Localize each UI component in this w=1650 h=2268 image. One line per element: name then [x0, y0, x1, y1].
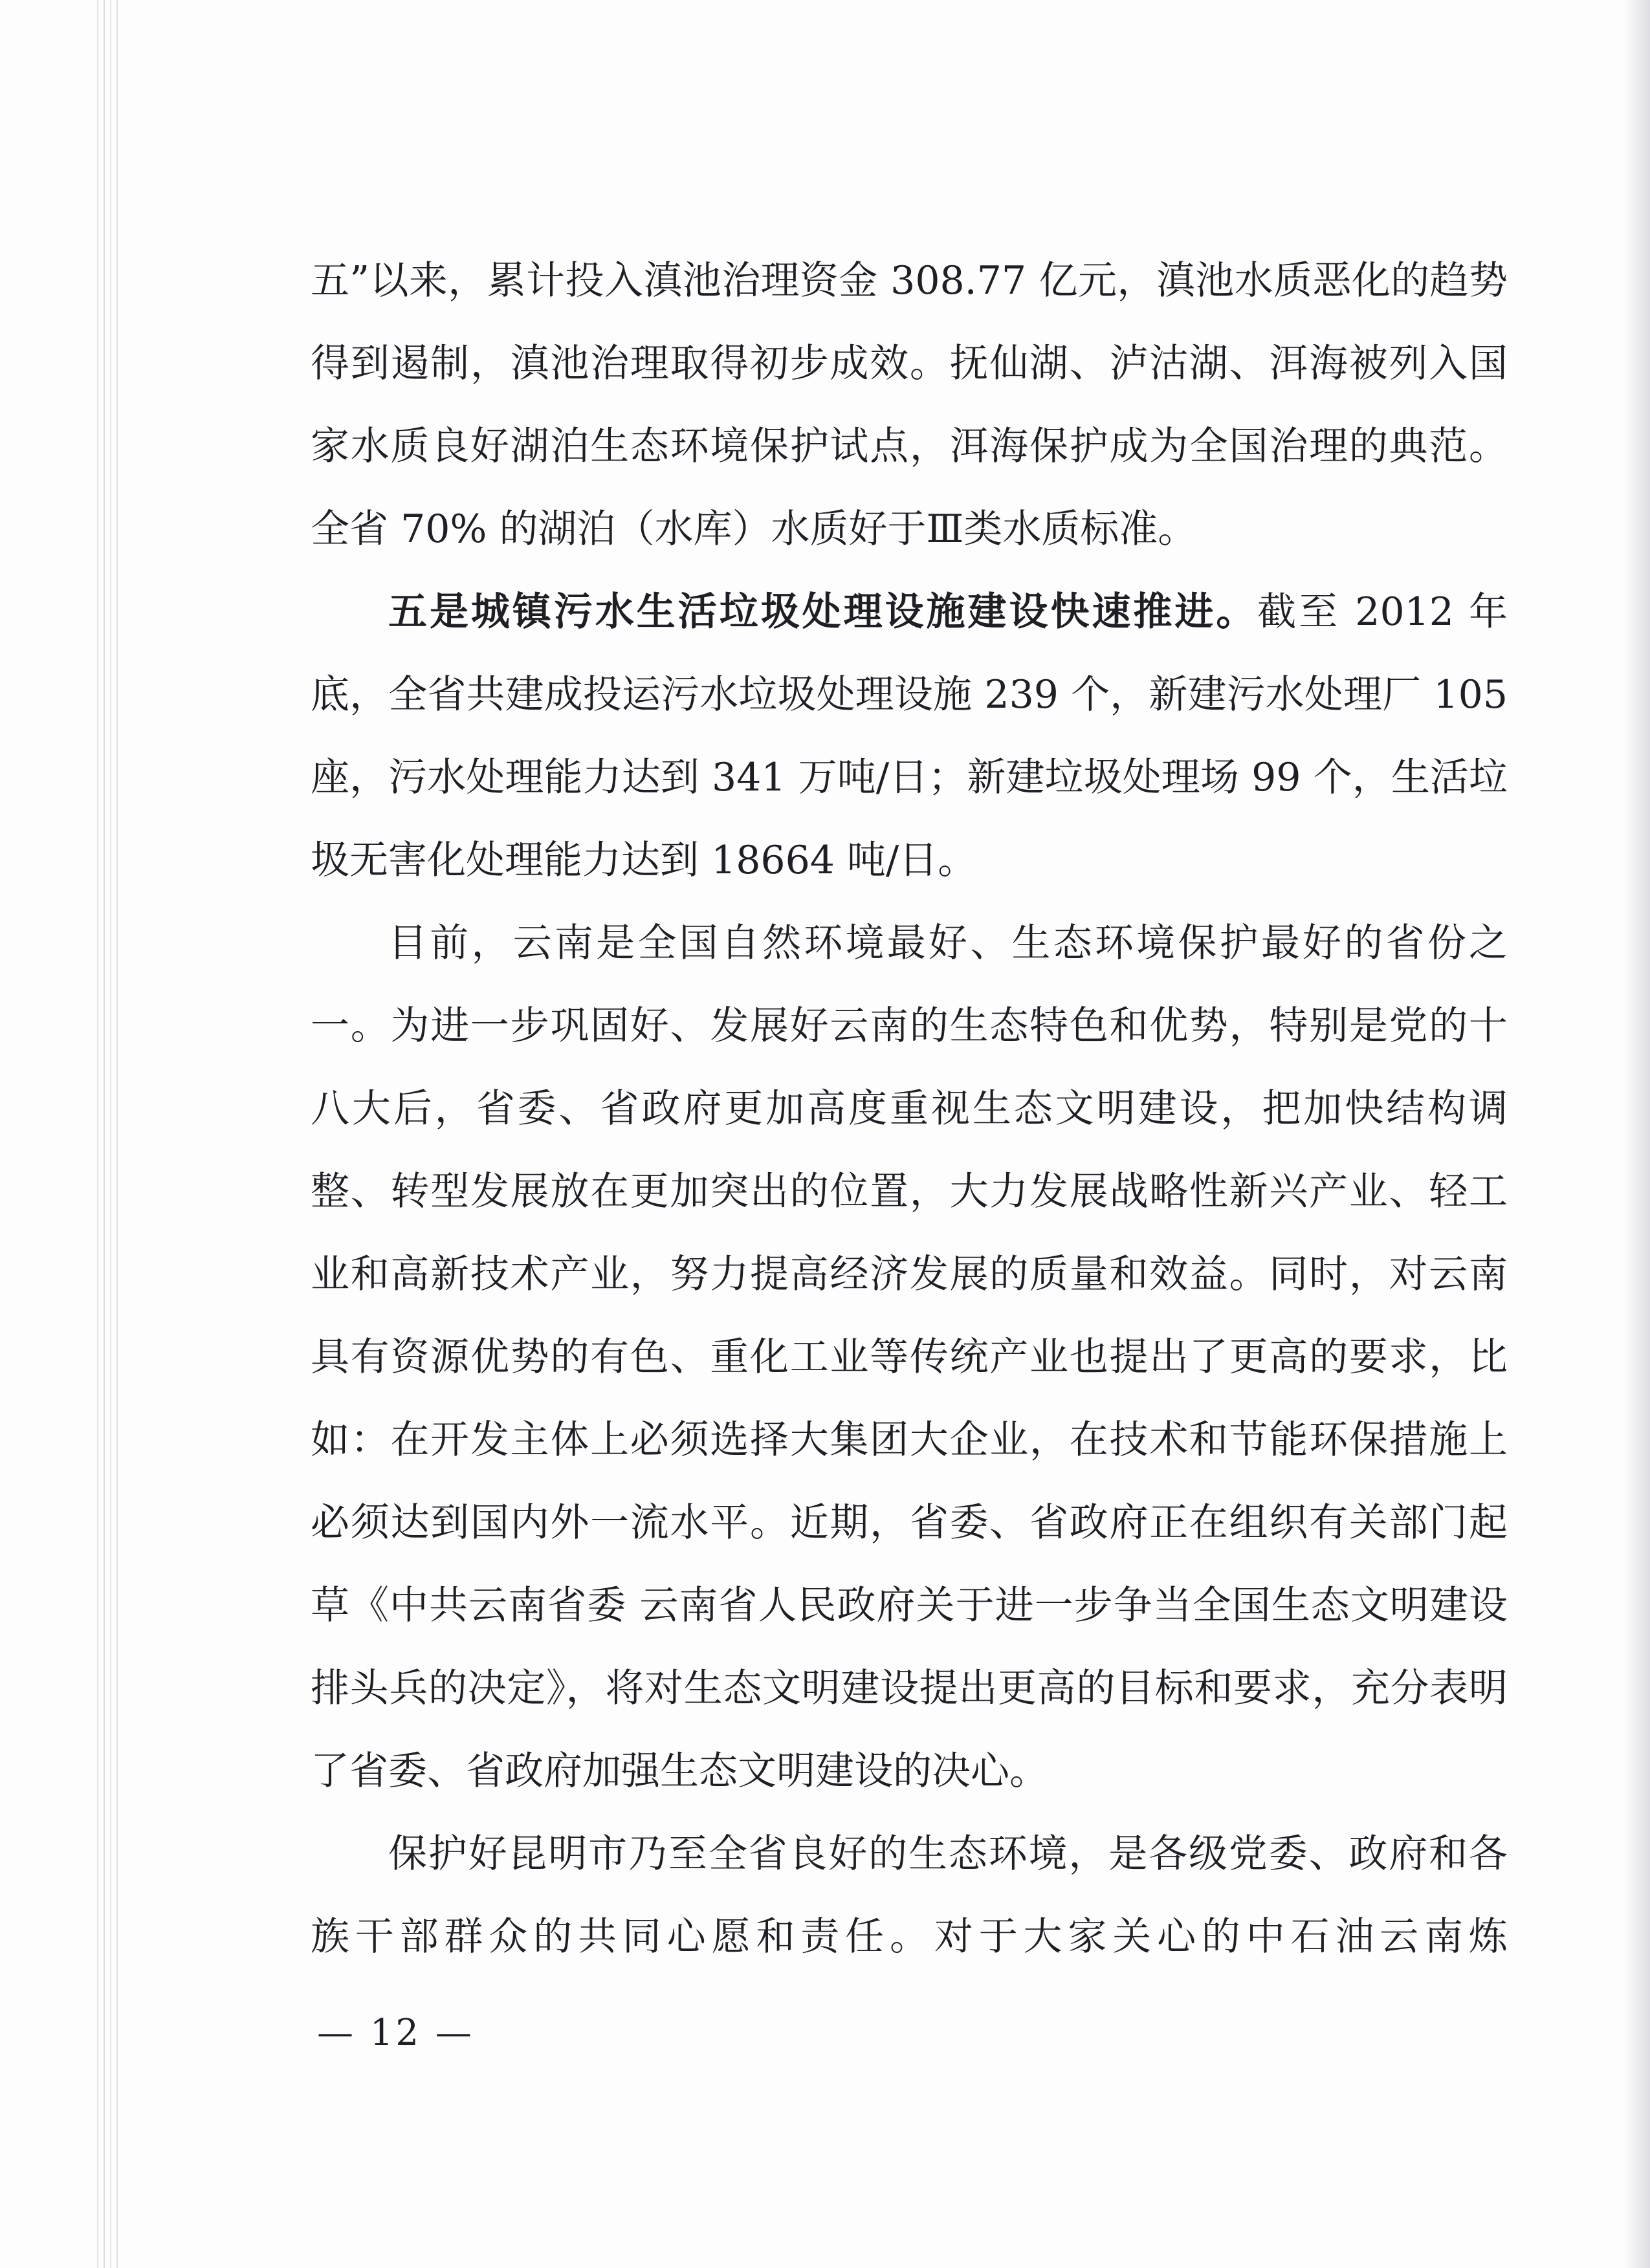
- paragraph-text: 截至 2012 年底，全省共建成投运污水垃圾处理设施 239 个，新建污水处理厂 105 座，污水处理能力达到 341 万吨/日；新建垃圾处理场 99 个，生活垃圾无害化处理能力达到 18664 吨/日。: [311, 589, 1508, 883]
- paragraph: 五”以来，累计投入滇池治理资金 308.77 亿元，滇池水质恶化的趋势得到遏制，滇池治理取得初步成效。抚仙湖、泸沽湖、洱海被列入国家水质良好湖泊生态环境保护试点，洱海保护成为全国治理的典范。全省 70% 的湖泊（水库）水质好于Ⅲ类水质标准。: [311, 258, 1508, 552]
- paragraph: 目前，云南是全国自然环境最好、生态环境保护最好的省份之一。为进一步巩固好、发展好云南的生态特色和优势，特别是党的十八大后，省委、省政府更加高度重视生态文明建设，把加快结构调整、转型发展放在更加突出的位置，大力发展战略性新兴产业、轻工业和高新技术产业，努力提高经济发展的质量和效益。同时，对云南具有资源优势的有色、重化工业等传统产业也提出了更高的要求，比如：在开发主体上必须选择大集团大企业，在技术和节能环保措施上必须达到国内外一流水平。近期，省委、省政府正在组织有关部门起草《中共云南省委 云南省人民政府关于进一步争当全国生态文明建设排头兵的决定》，将对生态文明建设提出更高的目标和要求，充分表明了省委、省政府加强生态文明建设的决心。: [311, 921, 1508, 1794]
- page-edge: [110, 0, 111, 2268]
- paragraph: [311, 571, 1508, 902]
- page-edge: [116, 0, 118, 2268]
- paragraph: 保护好昆明市乃至全省良好的生态环境，是各级党委、政府和各族干部群众的共同心愿和责任。对于大家关心的中石油云南炼: [311, 1831, 1508, 1959]
- page-edge: [97, 0, 98, 2268]
- page-edge: [104, 0, 105, 2268]
- page-number: — 12 —: [317, 2012, 474, 2054]
- paragraph-lead: 五是城镇污水生活垃圾处理设施建设快速推进。: [388, 589, 1258, 635]
- page-shadow: [1624, 0, 1650, 2268]
- body-text: [311, 239, 1508, 1978]
